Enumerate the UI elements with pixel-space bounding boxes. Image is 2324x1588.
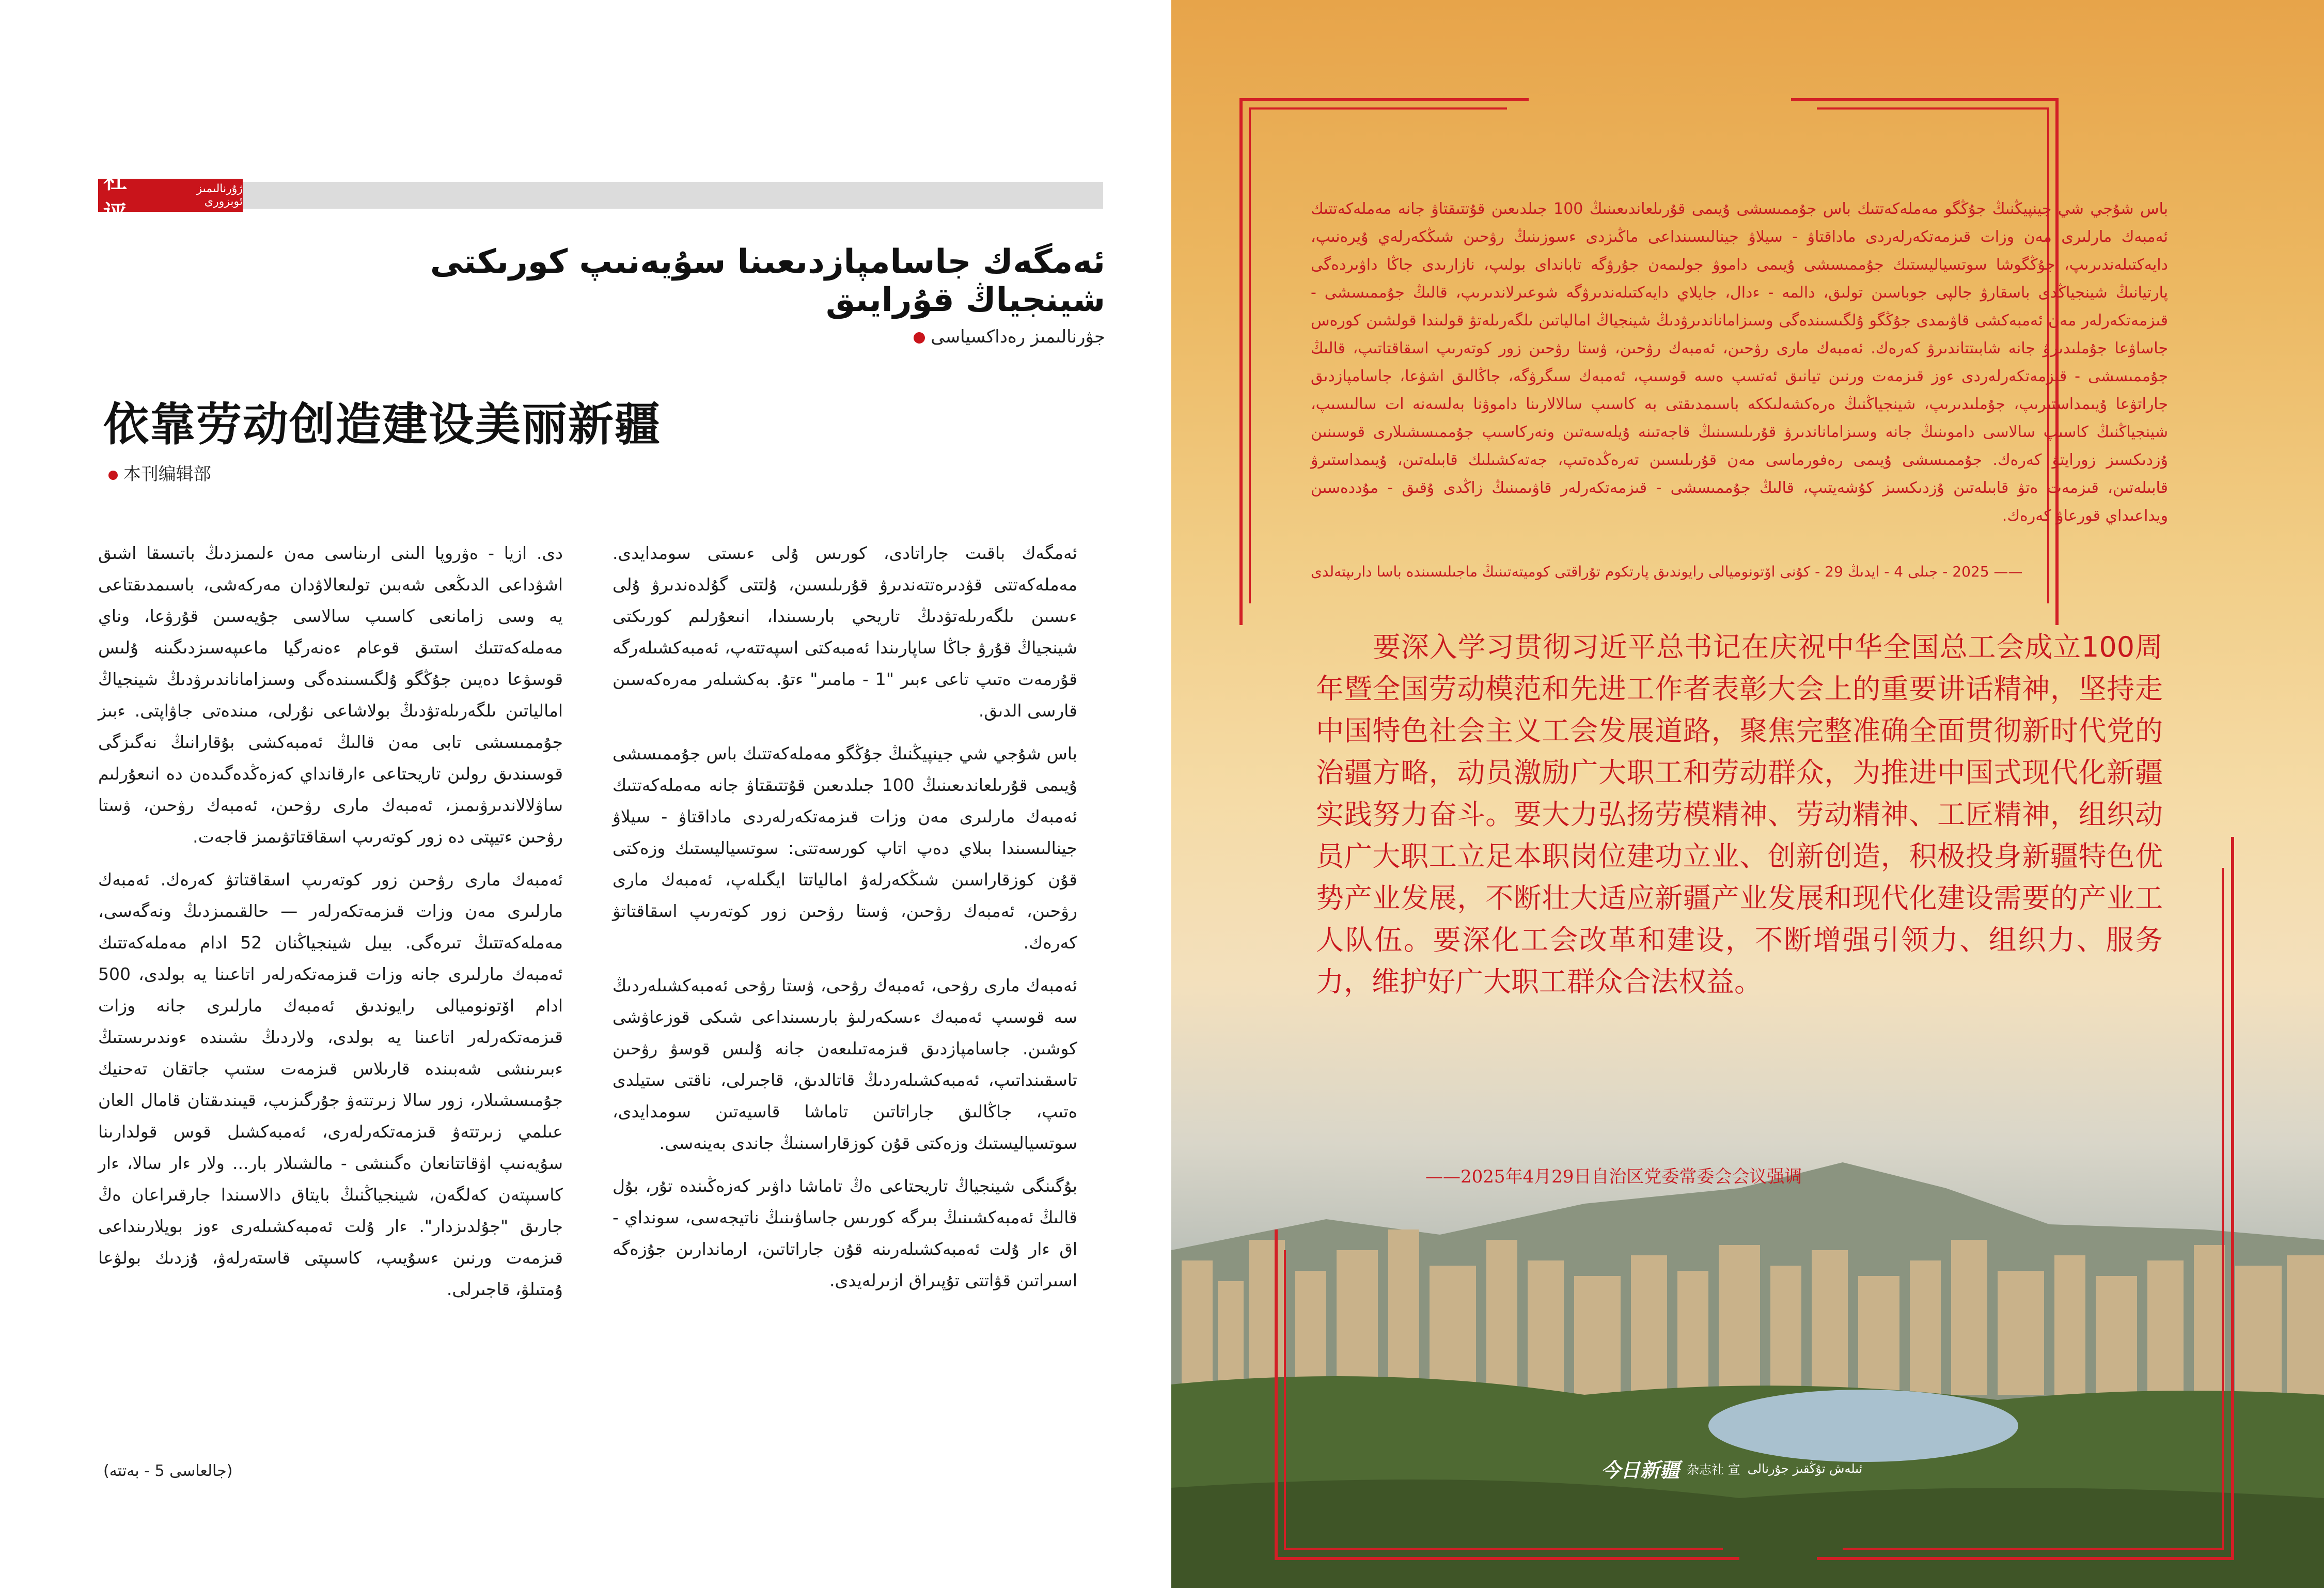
frame-line — [1817, 1557, 2234, 1560]
frame-line — [1275, 1229, 1278, 1560]
quote-ug-source: —— 2025 - جىلى 4 - ايدىڭ 29 - كۇنى اۆتونوميالى رايوندىق پارتكوم تۇراقتى كوميتەتىنىڭ ماجىلىسىندە باسا دارىپتەلدى — [1311, 563, 2023, 580]
paragraph: بۇگىنگى شينجياڭ تاريحتاعى ەڭ تاماشا داۋىر كەزەڭىندە تۇر، بۇل قالىڭ ئەمبەكشىنىڭ بىرگە كورىس جاساۋىنىڭ ناتيجەسى، سونداي - اق ءار ۇلت ئەمبەكشىلەرىنە قۇن جاراتاتىن، ارماندارىن جۇزەگە اسىراتىن قۋاتتى تۇپىراق ازىرلەيدى. — [613, 1176, 1077, 1290]
article-title-ug: ئەمگەك جاسامپازدىعىنا سۇيەنىپ كورىكتى شينجياڭ قۇرايىق — [430, 243, 1105, 319]
publisher-logo: 今日新疆 — [1601, 1459, 1680, 1482]
paragraph: ئەمگەك باقىت جاراتادى، كورىس ۇلى ءىستى سومدايدى. مەملەكەتتى قۋدىرەتتەندىرۋ قۇرىلىسىن، ۇلتتى گۇلدەندىرۋ ۇلى ءىسىن ىلگەرىلەتۋدىڭ تاريحي بارىسىندا، انىعۇرلىم كورىكتى شينجياڭ قۇرۋ جاڭا ساپارىندا ئەمبەكتى اسپەتتەپ، ئەمبەكشىلەرگە قۇرمەت ەتىپ تاعى ءبىر "1 - مامىر" ءتۇ. بەكشىلەر مەرەكەسىن قارسى الدىق. — [613, 543, 1077, 721]
continued-note: (جالعاسى 5 - بەتتە) — [103, 1462, 233, 1480]
frame-line — [1239, 98, 1529, 101]
section-tag-zh: 社评 — [103, 166, 128, 228]
frame-line — [1249, 107, 1251, 603]
article-author-zh — [108, 460, 211, 485]
red-bullet-icon — [914, 332, 925, 344]
section-tag — [98, 166, 243, 228]
frame-line — [1843, 1548, 2224, 1550]
publisher-brand — [1601, 1454, 1862, 1483]
article-column-right — [613, 537, 1077, 1307]
paragraph: دى. ازيا - ەۋروپا الىنى ارىناسى مەن ءلىمىزدىڭ باتىسقا اشىق اشۋداعى الدىڭعى شەبىن تولىعالاۋدان مەركەشى، باسىمدىقتاعى يە وسى زامانعى كاسىپ سالاسى جۇيەسىن قۇرۋعا، وناي مەملەكەتتىك استىق قوعام ءەنەرگيا ماعىپەسىزدىگىنە ۇلىس قوسۋعا دەيىن جۇڭگو ۇلگىسىندەگى وسىزاماناندىرۋدىڭ شينجياڭ امالياتىن ىلگەرىلەتۋدىڭ بولاشاعى نۇرلى، مىندەتى جاۋاپتى. ءبىز جۇممىسشى تابى مەن قالىڭ ئەمبەكشى بۇقارانىڭ نەگىزگى قوسىندىق رولىن تاريحتاعى ءارقانداي كەزەڭدەگىدەن دە انىعۇرلىم ساۋلالاندىرۋىمىز، ئەمبەك مارى رۋحىن، ئەمبەك رۋحىن، ۋستا رۋحىن ءتيپتى دە زور كوتەرىپ اسقاقتاتۋىمىز قاجەت. — [98, 543, 563, 847]
frame-line — [1239, 98, 1243, 625]
publisher-name-ug: ئىلەش تۇڭقىز جۇرنالى — [1747, 1461, 1863, 1476]
red-bullet-icon — [108, 471, 118, 480]
section-tag-ug: ژۇرنالىمىز ئوبزورى — [196, 182, 243, 208]
quote-ug-text: باس شۇجي شي جينپيڭنىڭ جۇڭگو مەملەكەتتىك باس جۇممىسشى ۇيىمى قۇرىلعاندىعىنىڭ 100 جىلدىعىن قۇتتىقتاۋ جانە مەملەكەتتىك ئەمبەك مارلىرى مەن وزات قىزمەتكەرلەردى ماداقتاۋ - سيلاۋ جينالىسىنداعى ماڭىزدى ءسوزىنىڭ رۋحىن شىڭكەرلەي ۇيرەنىپ، دايەكتىلەندىرىپ، جۇڭگوشا سوتسياليستىك جۇممىسشى ۇيىمى داموۋ جولىمەن جۇرۋگە تابانداى بولىپ، نازارىدى جاڭا داۋىردەگى پارتيانىڭ شينجياڭدى باسقارۋ جالپى جوباسىن تولىق، دالمە - ءدال، جايلاي دايەكتىلەندىرۋگە شوعىرلاندىرىپ، قالىڭ جۇممىسشى - قىزمەتكەرلەر مەن ئەمبەكشى قاۋىمدى جۇڭگو ۇلگىسىندەگى وسىزاماناندىرۋدىڭ شينجياڭ امالياتىن ىلگەرىلەتۋ قولىندا قولشىن كورەس جاساۋعا جۇملىدىرۋ جانە شابىتتاندىرۋ كەرەك. ئەمبەك مارى رۋحىن، ئەمبەك رۋحىن، ۋستا رۋحىن زور كوتەرىپ اسقاقتاتىپ، قالىڭ جۇممىسشى - قىزمەتكەرلەردى ءوز قىزمەت ورنىن تيانىق ئەتسپ ەسە قوسىپ، ئەمبەك سىگرۋگە، جاڭالىق اشۋعا، جاسامپازدىق جاراتۋعا ۇيىمداستىرىپ، جۇملىدىرىپ، شينجياڭنىڭ ەرەكشەلىككە باسىمدىقتى بە كاسىپ سالالارىنا داموۋنا بەلسەنە ات سالىسىپ، شينجياڭنىڭ كاسىپ سالاسى داموىنىڭ جانە وسىزاماناندىرۋ قۇرىلىسىنىڭ قاجەتىنە ۇيلەسەتىن ونەركاسىپ جۇممىسشىلارى قوسىنىن ۇزدىكسىز زورايتۋ كەرەك. جۇممىسشى ۇيىمى رەفورماسى مەن قۇرىلىسىن تەرەڭدەتىپ، جەتەكشىلىك قابىلەتىن، ۇيىمداستىرۋ قابىلەتىن، قىزمەت ەتۋ قابىلەتىن ۇزدىكسىز كۇشەيتىپ، قالىڭ جۇممىسشى - قىزمەتكەرلەر قاۋىمىنىڭ زاڭدى ۇقىق - مۇددەسىن ويداعىداي قورعاۋ كەرەك. — [1311, 200, 2168, 525]
author-zh-text: 本刊编辑部 — [123, 464, 211, 485]
quote-zh-source: ——2025年4月29日自治区党委常委会会议强调 — [1425, 1166, 1802, 1187]
frame-line — [1249, 107, 1507, 110]
frame-line — [1817, 107, 2049, 110]
frame-line — [2231, 837, 2234, 1560]
frame-line — [1275, 1557, 1739, 1560]
author-ug-text: جۋرنالىمىز رەداكسياسى — [931, 326, 1105, 347]
publisher-name: 杂志社 宣 — [1687, 1462, 1740, 1477]
article-author-ug — [671, 326, 1105, 347]
frame-line — [1284, 1548, 1723, 1550]
frame-line — [1791, 98, 2059, 101]
quote-zh-text: 要深入学习贯彻习近平总书记在庆祝中华全国总工会成立100周年暨全国劳动模范和先进工作者表彰大会上的重要讲话精神，坚持走中国特色社会主义工会发展道路，聚焦完整准确全面贯彻新时代党的治疆方略，动员激励广大职工和劳动群众，为推进中国式现代化新疆实践努力奋斗。要大力弘扬劳模精神、劳动精神、工匠精神，组织动员广大职工立足本职岗位建功立业、创新创造，积极投身新疆特色优势产业发展，不断壮大适应新疆产业发展和现代化建设需要的产业工人队伍。要深化工会改革和建设，不断增强引领力、组织力、服务力，维护好广大职工群众合法权益。 — [1316, 631, 2163, 998]
article-column-left — [98, 537, 563, 1316]
frame-line — [2222, 868, 2224, 1550]
frame-line — [1284, 1250, 1286, 1550]
paragraph: باس شۇجي شي جينپيڭنىڭ جۇڭگو مەملەكەتتىك باس جۇممىسشى ۇيىمى قۇرىلعاندىعىنىڭ 100 جىلدىعىن قۇتتىقتاۋ جانە مەملەكەتتىك ئەمبەك مارلىرى مەن وزات قىزمەتكەرلەردى ماداقتاۋ - سيلاۋ جينالىسىندا بىلاي دەپ اتاپ كورسەتتى: سوتسياليستىك وزەكتى قۇن كوزقاراسىن شىڭكەرلەۋ امالياتتا ايگىلەپ، ئەمبەك مارى رۋحىن، ئەمبەك رۋحىن، ۋستا رۋحىن زور كوتەرىپ اسقاقتاتۋ كەرەك. — [613, 743, 1077, 953]
paragraph: ئەمبەك مارى رۋحى، ئەمبەك رۋحى، ۋستا رۋحى ئەمبەكشىلەردىڭ سە قوسىپ ئەمبەك ءىسكەرلىۋ بارىسىنداعى شىكى قوزعاۋشى كوشىن. جاسامپازدىق قىزمەتىلىعەن جانە ۇلىس قوسۋ رۋحىن تاسقىنداتىپ، ئەمبەكشىلەردىڭ قاتالدىق، قاجىرلى، ناقتى ستيلدى ەتىپ، جاڭالىق جاراتاتىن تاماشا قاسيەتىن سومدايدى، سوتسياليستىك وزەكتى قۇن كوزقاراسىنىڭ جاندى بەينەسى. — [613, 975, 1077, 1153]
section-bar — [98, 182, 1103, 209]
paragraph: ئەمبەك مارى رۋحىن زور كوتەرىپ اسقاقتاتۋ كەرەك. ئەمبەك مارلىرى مەن وزات قىزمەتكەرلەر — حالقىمىزدىڭ ونەگەسى، مەملەكەتتىڭ تىرەگى. بيىل شينجياڭنان 52 ادام مەملەكەتتىك ئەمبەك مارلىرى جانە وزات قىزمەتكەرلەر اتاعىنا يە بولدى، 500 ادام اۆتونوميالى رايوندىق ئەمبەك مارلىرى جانە وزات قىزمەتكەرلەر اتاعىنا يە بولدى، ولاردىڭ ىشىندە ءوندىرىستىڭ ءبىرىنشى شەبىندە قارىلاس قىزمەت ستىپ جاتقان تەحنيك جۇمىسشىلار، زور سالا زىرتتەۋ جۇرگىزىپ، قيىندىقتان قامال العان عىلمي زىرتتەۋ قىزمەتكەرلەرى، ئەمبەكشىل قوس قولدارىنا سۇيەنىپ اۋقاتتانعان ەگىنشى - مالشىلار بار... ولار ءار سالا، ءار كاسىپتەن كەلگەن، شينجياڭنىڭ بايتاق دالاسىندا جارقىراعان ەڭ جارىق "جۇلدىزدار". ءار ۇلت ئەمبەكشىلەرى ءوز بويلارىنداعى قىزمەت ورنىن ءسۇيىپ، كاسىپتى قاستەرلەۋ، ۇزدىك بولۋعا ۇمتىلۋ، قاجىرلى. — [98, 869, 563, 1299]
article-title-zh: 依靠劳动创造建设美丽新疆 — [103, 398, 662, 451]
